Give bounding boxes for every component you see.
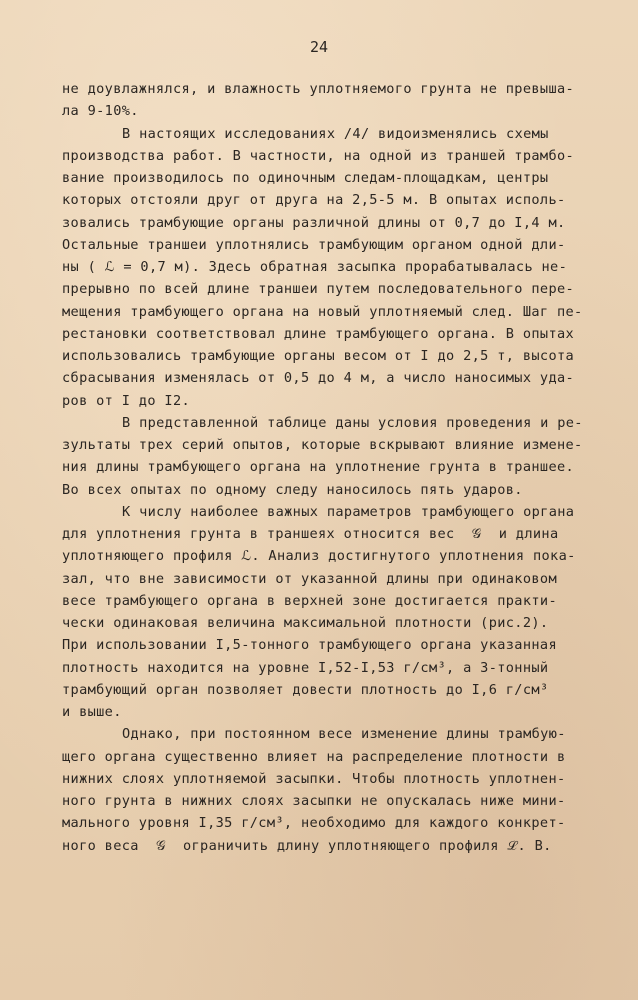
text-line: производства работ. В частности, на одной из траншей трамбо- <box>62 147 575 164</box>
text-line: ного веса 𝒢 ограничить длину уплотняющего профиля ℒ. В. <box>62 837 552 854</box>
text-line: весе трамбующего органа в верхней зоне достигается практи- <box>62 592 557 609</box>
text-line: ния длины трамбующего органа на уплотнение грунта в траншее. <box>62 459 575 476</box>
text-line: и выше. <box>62 704 122 720</box>
page-number: 24 <box>309 38 329 56</box>
text-line: зультаты трех серий опытов, которые вскрывают влияние измене- <box>62 437 583 453</box>
text-line: ла 9-10%. <box>62 103 139 120</box>
text-line: ны ( ℒ = 0,7 м). Здесь обратная засыпка прорабатывалась не- <box>62 259 568 275</box>
text-line: Однако, при постоянном весе изменение длины трамбую- <box>122 726 566 743</box>
text-line: трамбующий орган позволяет довести плотность до I,6 г/см³ <box>62 681 549 698</box>
text-line: мального уровня I,35 г/см³, необходимо для каждого конкрет- <box>62 815 566 832</box>
text-line: зовались трамбующие органы различной длины от 0,7 до I,4 м. <box>62 214 566 231</box>
text-line: которых отстояли друг от друга на 2,5-5 м. В опытах исполь- <box>62 192 566 209</box>
text-line: ров от I до I2. <box>62 392 191 409</box>
text-line: плотность находится на уровне I,52-I,53 г/см³, а 3-тонный <box>62 659 549 676</box>
text-line: нижних слоях уплотняемой засыпки. Чтобы плотность уплотнен- <box>62 770 566 787</box>
text-line: мещения трамбующего органа на новый уплотняемый след. Шаг пе- <box>62 303 583 320</box>
text-line: не доувлажнялся, и влажность уплотняемого грунта не превыша- <box>62 81 575 97</box>
text-line: уплотняющего профиля ℒ. Анализ достигнутого уплотнения пока- <box>62 548 576 565</box>
text-line: сбрасывания изменялась от 0,5 до 4 м, а число наносимых уда- <box>62 370 575 387</box>
body-text <box>62 78 592 857</box>
text-line: прерывно по всей длине траншеи путем последовательного пере- <box>62 281 575 298</box>
text-line: В представленной таблице даны условия проведения и ре- <box>122 414 583 431</box>
text-line: зал, что вне зависимости от указанной длины при одинаковом <box>62 570 557 587</box>
text-line: использовались трамбующие органы весом от I до 2,5 т, высота <box>62 348 575 364</box>
text-line: щего органа существенно влияет на распределение плотности в <box>62 748 566 765</box>
text-line: Остальные траншеи уплотнялись трамбующим органом одной дли- <box>62 236 566 253</box>
text-line: К числу наиболее важных параметров трамбующего органа <box>122 503 575 520</box>
text-line: В настоящих исследованиях /4/ видоизменялись схемы <box>122 125 549 142</box>
text-line: Во всех опытах по одному следу наносилось пять ударов. <box>62 481 523 498</box>
text-line: вание производилось по одиночным следам-площадкам, центры <box>62 170 549 186</box>
text-line: чески одинаковая величина максимальной плотности (рис.2). <box>62 615 549 631</box>
text-line: При использовании I,5-тонного трамбующего органа указанная <box>62 637 557 654</box>
text-line: для уплотнения грунта в траншеях относится вес 𝒢 и длина <box>62 526 559 542</box>
text-line: ного грунта в нижних слоях засыпки не опускалась ниже мини- <box>62 793 566 809</box>
text-line: рестановки соответствовал длине трамбующего органа. В опытах <box>62 325 575 342</box>
